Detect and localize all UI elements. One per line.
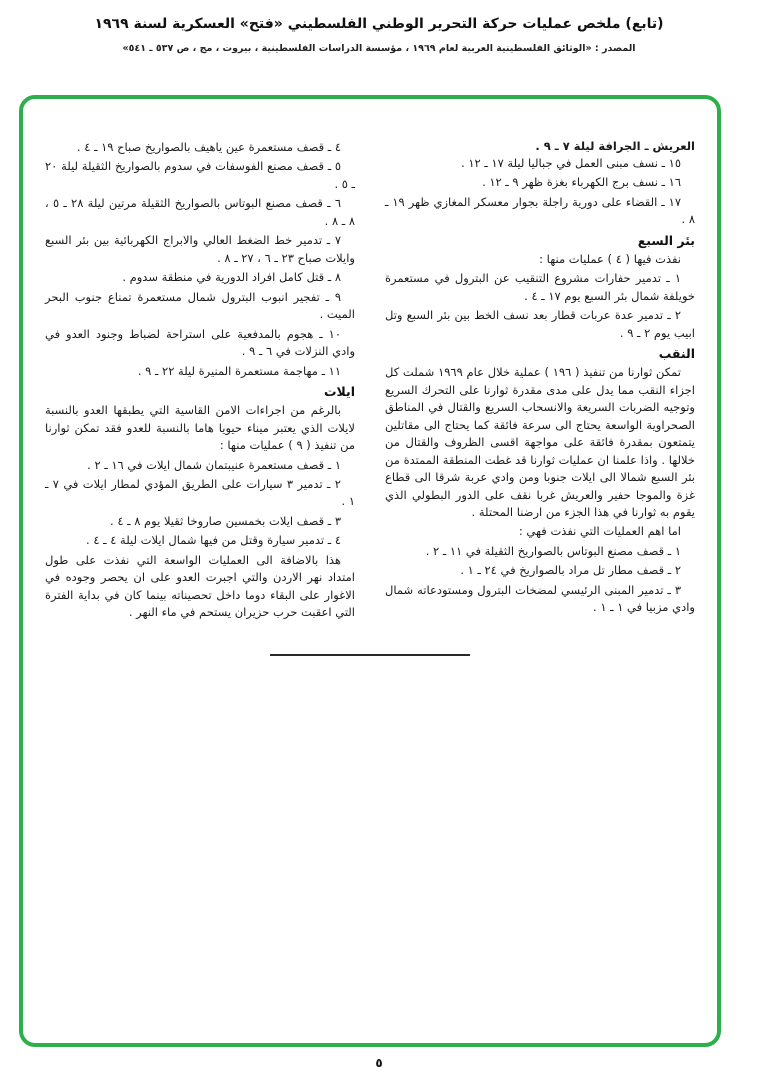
list-item: ١٠ ـ هجوم بالمدفعية على استراحة لضباط وجنود العدو في وادي النزلات في ٦ ـ ٩ . [45,326,355,359]
page-title: (تابع) ملخص عمليات حركة التحرير الوطني الفلسطيني «فتح» العسكرية لسنة ١٩٦٩ [94,16,664,32]
page-header [0,0,758,54]
list-item: ٢ ـ تدمير عدة عربات قطار بعد نسف الخط بين بئر السبع وتل ابيب يوم ٢ ـ ٩ . [385,308,695,340]
section-heading: بئر السبع [637,232,695,248]
list-item: ١ ـ قصف مستعمرة عنيبتمان شمال ايلات في ١٦ ـ ٢ . [87,457,341,472]
paragraph: نفذت فيها ( ٤ ) عمليات منها : [539,251,681,266]
divider-line [270,654,470,656]
list-item: ٤ ـ تدمير سيارة وقتل من فيها شمال ايلات ليلة ٤ ـ ٤ . [86,533,341,548]
list-item: ٥ ـ قصف مصنع الفوسفات في سدوم بالصواريخ الثقيلة ليلة ٢٠ ـ ٥ . [45,159,355,191]
section-heading: العريش ـ الجرافة ليلة ٧ ـ ٩ . [535,139,695,153]
list-item: ٤ ـ قصف مستعمرة عين ياهيف بالصواريخ صباح ١٩ ـ ٤ . [76,140,341,154]
left-column [45,139,355,624]
right-column [385,139,695,619]
list-item: ٨ ـ قتل كامل افراد الدورية في منطقة سدوم . [122,270,341,285]
paragraph: تمكن ثوارنا من تنفيذ ( ١٩٦ ) عملية خلال عام ١٩٦٩ شملت كل اجزاء النقب مما يدل على مدى مقدرة ثوارنا على التحرك السريع وتوجيه الضربات السريعة والانسحاب السريع والقتال في المناطق الصحراوية الواسعة يحتاج الى سرعة فائقة كما يحتاج الى مقاتلين يتمتعون بمقدرة فائقة على مواجهة اقسى الظروف والقتال من خلالها . واذا علمنا ان عمليات ثوارنا قد غطت المنطقة الممتدة من بئر السبع شمالا الى ايلات جنوبا ومن وادي عربة شرقا الى قطاع غزة والموجا حفير والعريش غربا نقف على الدور البطولي الذي يقوم به ثوارنا في هذا الجزء من ارضنا المحتلة . [385,365,695,519]
paragraph: اما اهم العمليات التي نفذت فهي : [518,524,681,539]
list-item: ١٧ ـ القضاء على دورية راجلة بجوار معسكر المغازي ظهر ١٩ ـ ٨ . [385,194,695,227]
list-item: ٧ ـ تدمير خط الضغط العالي والابراج الكهربائية بين بئر السبع وايلات صباح ٢٣ ـ ٦ ، ٢٧ ـ ٨ . [45,233,355,265]
list-item: ١٦ ـ نسف برج الكهرباء بغزة ظهر ٩ ـ ١٢ . [482,175,681,190]
list-item: ١ ـ تدمير حفارات مشروع التنقيب عن البترول في مستعمرة خويلفة شمال بئر السبع يوم ١٧ ـ ٤ . [385,271,695,303]
list-item: ٢ ـ تدمير ٣ سيارات على الطريق المؤدي لمطار ايلات في ٧ ـ ١ . [45,476,355,509]
page-number: ٥ [375,1056,383,1070]
paragraph: هذا بالاضافة الى العمليات الواسعة التي نفذت على طول امتداد نهر الاردن والتي اجبرت العدو على ان يحصر وجوده في الاغوار على البقاء دوما داخل تحصيناته بينما كان في بداية الفترة التي اعقبت حرب حزيران يستحم في ماء النهر . [45,552,355,620]
list-item: ١٥ ـ نسف مبنى العمل في جباليا ليلة ١٧ ـ ١٢ . [461,156,681,170]
document-body [45,139,695,624]
list-item: ١١ ـ مهاجمة مستعمرة المنيرة ليلة ٢٢ ـ ٩ . [137,363,341,378]
list-item: ٣ ـ تدمير المبنى الرئيسي لمضخات البترول ومستودعاته شمال وادي مزبيا في ١ ـ ١ . [385,582,695,615]
list-item: ٢ ـ قصف مطار تل مراد بالصواريخ في ٢٤ ـ ١ . [460,563,681,578]
document-frame [19,95,721,1047]
source-line: المصدر : «الوثائق الفلسطينية العربية لعام ١٩٦٩ ، مؤسسة الدراسات الفلسطينية ، بيروت ، مج ، ص ٥٣٧ ـ ٥٤١» [122,43,636,54]
list-item: ٩ ـ تفجير انبوب البترول شمال مستعمرة تمناع جنوب البحر الميت . [45,289,355,322]
paragraph: بالرغم من اجراءات الامن القاسية التي يطبقها العدو بالنسبة لايلات الذي يعتبر ميناء حيويا هاما بالنسبة للعدو فقد تمكن ثوارنا من تنفيذ ( ٩ ) عمليات منها : [45,403,355,453]
list-item: ٦ ـ قصف مصنع البوتاس بالصواريخ الثقيلة مرتين ليلة ٢٨ ـ ٥ ، ٨ ـ ٨ . [45,196,355,228]
list-item: ١ ـ قصف مصنع البوتاس بالصواريخ الثقيلة في ١١ ـ ٢ . [425,543,681,558]
section-heading: النقب [658,346,695,362]
list-item: ٣ ـ قصف ايلات بخمسين صاروخا ثقيلا يوم ٨ ـ ٤ . [110,513,341,528]
section-heading: ايلات [323,384,355,400]
